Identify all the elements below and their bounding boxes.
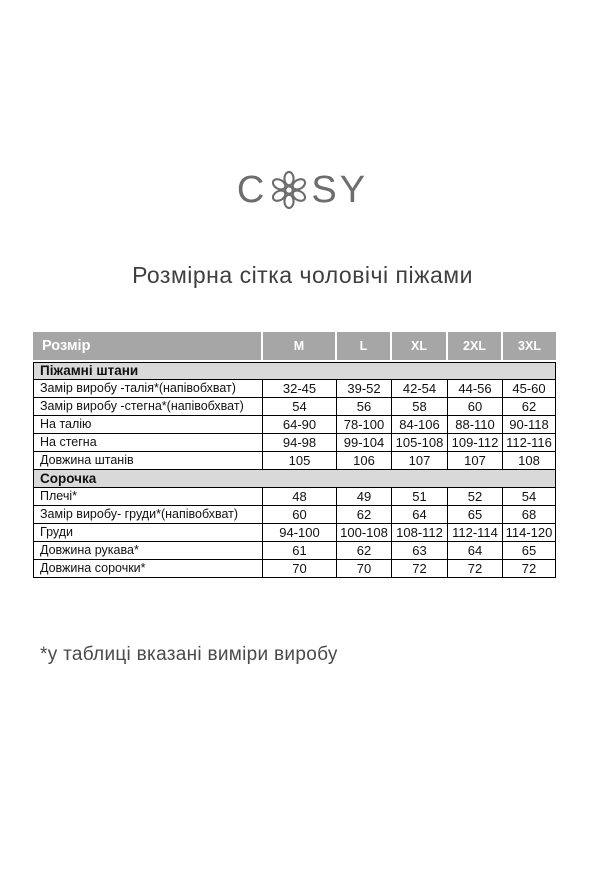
flower-icon [267,169,311,211]
table-header-row [33,332,556,362]
row-label: Груди [33,524,263,542]
cell-value: 64-90 [263,416,337,434]
cell-value: 107 [448,452,503,470]
row-label: Замір виробу -стегна*(напівобхват) [33,398,263,416]
cell-value: 65 [503,542,556,560]
cell-value: 64 [392,506,448,524]
cell-value: 68 [503,506,556,524]
cell-value: 112-114 [448,524,503,542]
table-row [33,506,556,524]
table-row [33,542,556,560]
cell-value: 62 [337,506,392,524]
cell-value: 107 [392,452,448,470]
logo-letter-c: C [236,169,268,211]
size-table [33,332,556,578]
cell-value: 99-104 [337,434,392,452]
cell-value: 49 [337,488,392,506]
row-label: Замір виробу -талія*(напівобхват) [33,380,263,398]
table-row [33,416,556,434]
cell-value: 44-56 [448,380,503,398]
cell-value: 63 [392,542,448,560]
cell-value: 62 [503,398,556,416]
cell-value: 90-118 [503,416,556,434]
cell-value: 54 [503,488,556,506]
size-table-container [33,332,556,578]
table-row [33,524,556,542]
table-row [33,380,556,398]
cell-value: 42-54 [392,380,448,398]
cell-value: 52 [448,488,503,506]
cell-value: 105 [263,452,337,470]
cell-value: 58 [392,398,448,416]
cell-value: 56 [337,398,392,416]
cell-value: 72 [503,560,556,578]
cell-value: 88-110 [448,416,503,434]
cell-value: 70 [337,560,392,578]
cell-value: 62 [337,542,392,560]
section-title-pants: Піжамні штани [33,362,556,380]
section-title-shirt: Сорочка [33,470,556,488]
cell-value: 48 [263,488,337,506]
cell-value: 106 [337,452,392,470]
cell-value: 51 [392,488,448,506]
logo-letters-sy: SY [311,169,369,211]
table-row [33,488,556,506]
cell-value: 94-100 [263,524,337,542]
cell-value: 84-106 [392,416,448,434]
cell-value: 32-45 [263,380,337,398]
cell-value: 65 [448,506,503,524]
row-label: На стегна [33,434,263,452]
cell-value: 94-98 [263,434,337,452]
section-row-pants [33,362,556,380]
cell-value: 114-120 [503,524,556,542]
cell-value: 108 [503,452,556,470]
page-title: Розмірна сітка чоловічі піжами [132,262,473,288]
row-label: Довжина сорочки* [33,560,263,578]
row-label: На талію [33,416,263,434]
header-size-l: L [337,332,392,362]
row-label: Довжина рукава* [33,542,263,560]
header-size-m: M [263,332,337,362]
footnote: *у таблиці вказані виміри виробу [40,644,338,665]
table-row [33,452,556,470]
cell-value: 70 [263,560,337,578]
cell-value: 100-108 [337,524,392,542]
table-row [33,560,556,578]
cell-value: 112-116 [503,434,556,452]
cell-value: 108-112 [392,524,448,542]
row-label: Замір виробу- груди*(напівобхват) [33,506,263,524]
cell-value: 45-60 [503,380,556,398]
cell-value: 60 [263,506,337,524]
header-size-xl: XL [392,332,448,362]
cell-value: 60 [448,398,503,416]
cell-value: 72 [448,560,503,578]
row-label: Плечі* [33,488,263,506]
row-label: Довжина штанів [33,452,263,470]
header-size-2xl: 2XL [448,332,503,362]
cell-value: 61 [263,542,337,560]
section-row-shirt [33,470,556,488]
cell-value: 78-100 [337,416,392,434]
table-row [33,434,556,452]
brand-logo [0,166,605,214]
header-size-3xl: 3XL [503,332,556,362]
header-size-label: Розмір [33,332,263,362]
cell-value: 39-52 [337,380,392,398]
cell-value: 105-108 [392,434,448,452]
cell-value: 54 [263,398,337,416]
cell-value: 64 [448,542,503,560]
cell-value: 72 [392,560,448,578]
cell-value: 109-112 [448,434,503,452]
table-row [33,398,556,416]
